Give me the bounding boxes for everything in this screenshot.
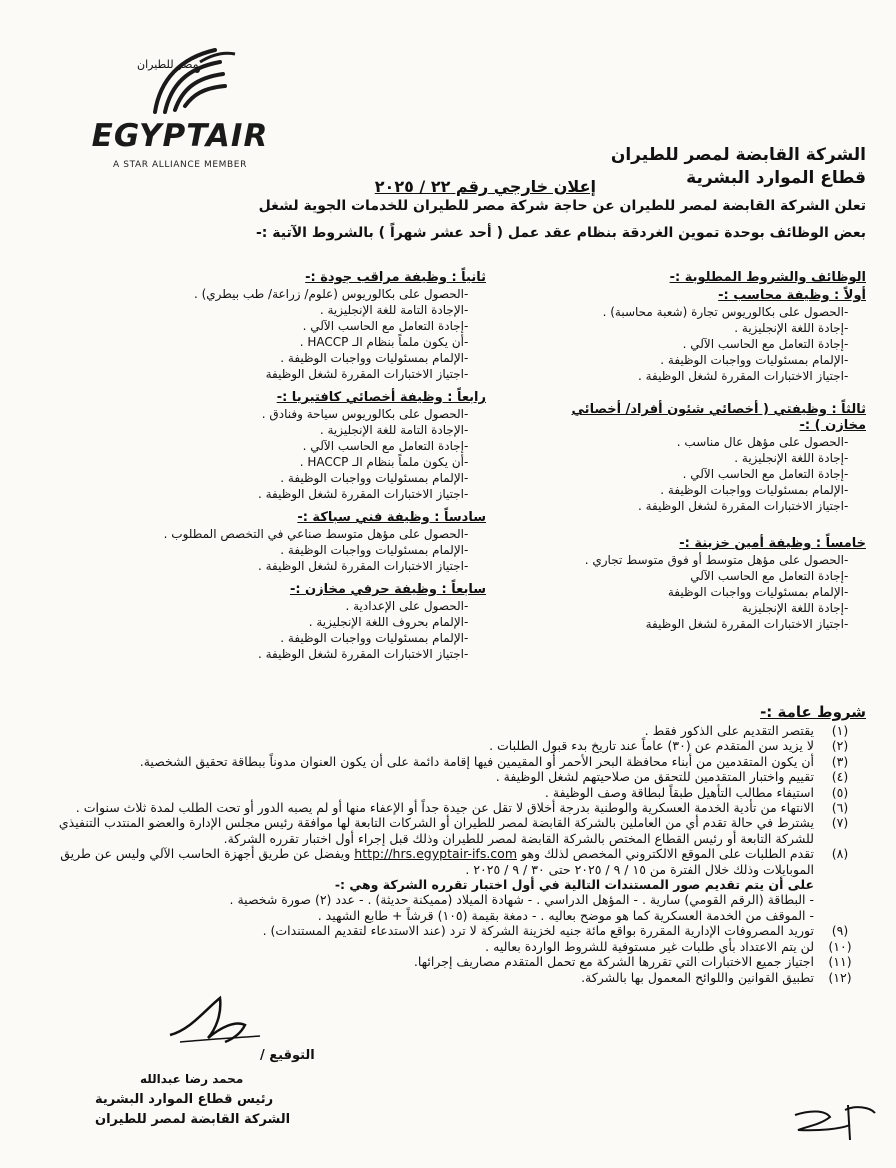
general-conditions-list	[26, 723, 866, 985]
org-name: الشركة القابضة لمصر للطيران	[610, 145, 866, 165]
list-item: -الإلمام بمسئوليات وواجبات الوظيفة .	[660, 483, 849, 497]
list-item: -إجادة التعامل مع الحاسب الآلي .	[682, 337, 849, 351]
condition-item: (١٠) لن يتم الاعتداد بأي طلبات غير مستوفية للشروط الواردة بعاليه .	[485, 938, 852, 954]
job-title: خامساً : وظيفة أمين خزينة :-	[679, 536, 866, 551]
list-item: -اجتياز الاختبارات المقررة لشغل الوظيفة .	[257, 559, 469, 573]
documents-line-1: - البطاقة (الرقم القومي) سارية . - المؤهل الدراسي . - شهادة الميلاد (مميكنة حديثة) . - عدد (٢) صورة شخصية .	[229, 892, 814, 908]
list-item: -اجتياز الاختبارات المقررة لشغل الوظيفة	[265, 367, 469, 381]
list-item: -أن يكون ملماً بنظام الـ HACCP .	[299, 455, 469, 469]
condition-item: (٦) الانتهاء من تأدية الخدمة العسكرية والوطنية بدرجة أخلاق لا تقل عن جيدة جداً أو الإعفاء منها أو لم يصبه الدور أو تحت الطلب لمدة ثلاث سنوات .	[75, 800, 849, 816]
job-plumber	[126, 510, 486, 574]
condition-item: (١) يقتصر التقديم على الذكور فقط .	[644, 723, 849, 738]
job-title: أولاً : وظيفة محاسب :-	[718, 288, 866, 303]
list-item: -الإلمام بمسئوليات وواجبات الوظيفة .	[280, 543, 469, 557]
condition-item: (٧) يشترط في حالة تقدم أي من العاملين بالشركة القابضة لمصر للطيران أو الشركات التابعة لها موافقة رئيس مجلس الإدارة والعضو المنتدب التنفيذي للشركة التابعة أو رئيس القطاع المختص بالشركة القابضة لمصر للطيران وذلك قبل إجراء أول اختبار تقرره الشركة.	[58, 815, 849, 846]
signatory-title: رئيس قطاع الموارد البشرية	[95, 1092, 274, 1107]
egyptair-logo	[85, 40, 275, 180]
org-sector: قطاع الموارد البشرية	[686, 168, 866, 188]
list-item: -إجادة التعامل مع الحاسب الآلي .	[682, 467, 849, 481]
announcement-title: إعلان خارجي رقم ٢٢ / ٢٠٢٥	[374, 177, 596, 196]
job-cashier	[536, 536, 866, 632]
arabic-brand: مصر للطيران	[137, 58, 199, 71]
list-item: -اجتياز الاختبارات المقررة لشغل الوظيفة .	[637, 499, 849, 513]
signature-label: التوقيع /	[260, 1048, 315, 1063]
documents-intro: على أن يتم تقديم صور المستندات التالية في أول اختبار تقرره الشركة وهي :-	[334, 877, 814, 893]
condition-item: (٨) تقدم الطلبات على الموقع الالكتروني المخصص لذلك وهو http://hrs.egyptair-ifs.com ويفضل عن طريق أجهزة الحاسب الآلي وليس عن طريق الموبايلات وذلك خلال الفترة من ١٥ / ٩ / ٢٠٢٥ حتى ٣٠ / ٩ / ٢٠٢٥ .	[60, 846, 849, 877]
list-item: -اجتياز الاختبارات المقررة لشغل الوظيفة .	[637, 369, 849, 383]
signatory-organization: الشركة القابضة لمصر للطيران	[95, 1112, 291, 1127]
list-item: -أن يكون ملماً بنظام الـ HACCP .	[299, 335, 469, 349]
job-quality-inspector	[126, 270, 486, 382]
condition-item: (١٢) تطبيق القوانين واللوائح المعمول بها بالشركة.	[581, 969, 852, 985]
jobs-column-right	[536, 270, 866, 640]
general-conditions-title: شروط عامة :-	[760, 703, 866, 721]
list-item: -إجادة اللغة الإنجليزية .	[734, 321, 849, 335]
list-item: -الحصول على مؤهل متوسط أو فوق متوسط تجاري .	[584, 553, 849, 567]
brand-name: EGYPTAIR	[91, 118, 269, 154]
list-item: -الحصول على الإعدادية .	[345, 599, 469, 613]
list-item: -اجتياز الاختبارات المقررة لشغل الوظيفة	[645, 617, 849, 631]
list-item: -الإلمام بحروف اللغة الإنجليزية .	[308, 615, 469, 629]
condition-item: (٣) أن يكون المتقدمين من أبناء محافظة البحر الأحمر أو المقيمين فيها إقامة دائمة على أن يكون العنوان مدوناً ببطاقة تحقيق الشخصية.	[139, 753, 849, 769]
list-item: -إجادة اللغة الإنجليزية .	[734, 451, 849, 465]
jobs-header: الوظائف والشروط المطلوبة :-	[669, 270, 866, 285]
list-item: -إجادة التعامل مع الحاسب الآلي .	[302, 439, 469, 453]
list-item: -الحصول على بكالوريوس سياحة وفنادق .	[261, 407, 469, 421]
condition-item: (٩) توريد المصروفات الإدارية المقررة بواقع مائة جنيه لخزينة الشركة لا ترد (عند الاستدعاء لتقديم المستندات) .	[262, 923, 849, 939]
brand-tagline: A STAR ALLIANCE MEMBER	[113, 160, 247, 170]
list-item: -الإلمام بمسئوليات وواجبات الوظيفة	[667, 585, 849, 599]
list-item: -اجتياز الاختبارات المقررة لشغل الوظيفة .	[257, 647, 469, 661]
application-website-link[interactable]: http://hrs.egyptair-ifs.com	[354, 846, 518, 862]
intro-line-2: بعض الوظائف بوحدة تموين الغردقة بنظام عقد عمل ( أحد عشر شهراً ) بالشروط الآتية :-	[255, 225, 866, 241]
list-item: -إجادة اللغة الإنجليزية	[741, 601, 849, 615]
jobs-column-left	[126, 270, 486, 670]
job-title: سادساً : وظيفة فني سباكة :-	[297, 510, 486, 525]
list-item: -الحصول على مؤهل عال مناسب .	[676, 435, 849, 449]
list-item: -الإلمام بمسئوليات وواجبات الوظيفة .	[280, 631, 469, 645]
list-item: -إجادة التعامل مع الحاسب الآلي	[690, 569, 849, 583]
horus-emblem-icon	[85, 40, 275, 120]
job-cafeteria-specialist	[126, 390, 486, 502]
signatory-name: محمد رضا عبدالله	[140, 1072, 244, 1086]
list-item: -الحصول على مؤهل متوسط صناعي في التخصص المطلوب .	[163, 527, 469, 541]
initials-mark	[790, 1095, 880, 1145]
condition-item: (١١) اجتياز جميع الاختبارات التي تقررها الشركة مع تحمل المتقدم مصاريف إجرائها.	[413, 954, 852, 970]
list-item: -الإجادة التامة للغة الإنجليزية .	[319, 423, 469, 437]
intro-line-1: تعلن الشركة القابضة لمصر للطيران عن حاجة شركة مصر للطيران للخدمات الجوية لشغل	[258, 198, 866, 214]
list-item: -الإجادة التامة للغة الإنجليزية .	[319, 303, 469, 317]
job-personnel-stores	[536, 402, 866, 514]
list-item: -الإلمام بمسئوليات وواجبات الوظيفة .	[280, 471, 469, 485]
documents-line-2: - الموقف من الخدمة العسكرية كما هو موضح بعاليه . - دمغة بقيمة (١٠٥) قرشاً + طابع الشهيد .	[317, 907, 814, 923]
job-title: ثالثاً : وظيفتي ( أخصائي شئون أفراد/ أخصائي مخازن ) :-	[571, 402, 866, 433]
job-title: رابعاً : وظيفة أخصائي كافتيريا :-	[276, 390, 486, 405]
condition-item: (٤) تقييم واختبار المتقدمين للتحقق من صلاحيتهم لشغل الوظيفة .	[495, 769, 849, 785]
list-item: -الإلمام بمسئوليات وواجبات الوظيفة .	[660, 353, 849, 367]
condition-item: (٢) لا يزيد سن المتقدم عن (٣٠) عاماً عند تاريخ بدء قبول الطلبات .	[489, 738, 849, 754]
job-stores-craftsman	[126, 582, 486, 662]
list-item: -الإلمام بمسئوليات وواجبات الوظيفة .	[280, 351, 469, 365]
condition-item: (٥) استيفاء مطالب التأهيل طبقاً لبطاقة وصف الوظيفة .	[544, 784, 849, 800]
handwritten-signature	[160, 990, 270, 1050]
list-item: -الحصول على بكالوريوس (علوم/ زراعة/ طب بيطري) .	[193, 287, 469, 301]
list-item: -الحصول على بكالوريوس تجارة (شعبة محاسبة) .	[602, 305, 849, 319]
list-item: -اجتياز الاختبارات المقررة لشغل الوظيفة .	[257, 487, 469, 501]
job-title: ثانياً : وظيفة مراقب جودة :-	[305, 270, 486, 285]
job-title: سابعاً : وظيفة حرفي مخازن :-	[289, 582, 486, 597]
job-accountant	[536, 288, 866, 384]
list-item: -إجادة التعامل مع الحاسب الآلي .	[302, 319, 469, 333]
